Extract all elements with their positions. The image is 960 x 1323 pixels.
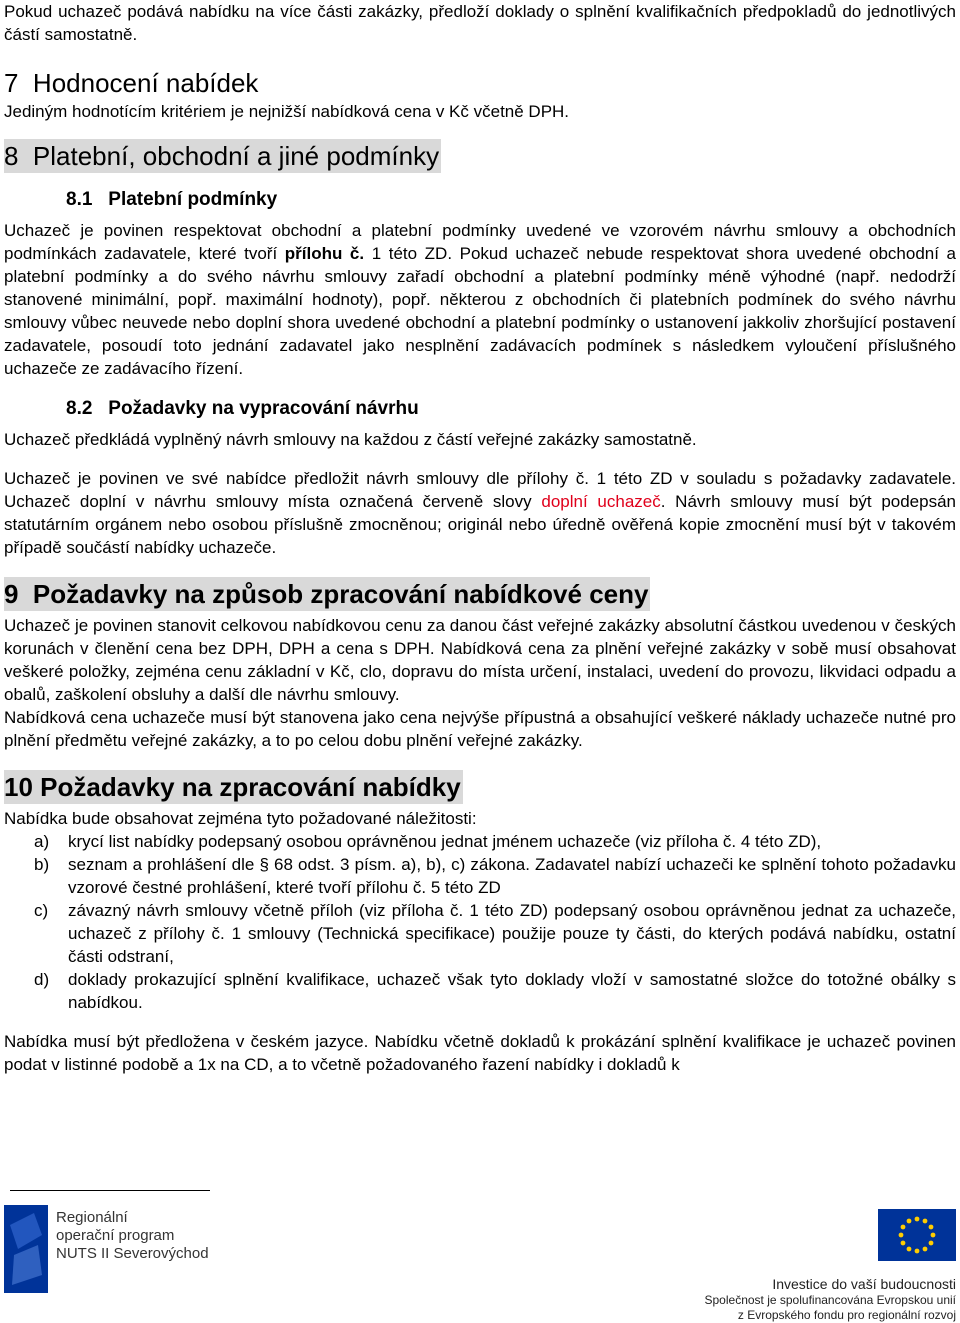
section-7-text: Jediným hodnotícím kritériem je nejnižší nabídková cena v Kč včetně DPH. <box>4 102 570 121</box>
section-8-1-text-b: 1 této ZD. Pokud uchazeč nebude respektovat shora uvedené obchodní a platební podmínky a do svého návrhu smlouvy zařadí obchodní a platební podmínky méně výhodné (např. nedodrží stanovené minimální, popř. maximální hodnoty), popř. některou z obchodních či platebních podmínek do svého návrhu smlouvy vůbec neuvede nebo doplní shora uvedené obchodní a platební podmínky o ustanovení jakkoliv zhoršující postavení zadavatele, posoudí toto jednání zadavatel jako nesplnění zadávacích podmínek s následkem vyloučení příslušného uchazeče ze zadávacího řízení. <box>4 244 956 378</box>
section-7-heading-wrap <box>4 66 956 100</box>
list-item <box>4 830 956 853</box>
section-10-closing: Nabídka musí být předložena v českém jazyce. Nabídku včetně dokladů k prokázání splnění kvalifikace je uchazeč povinen podat v listinné podobě a 1x na CD, a to včetně požadovaného řazení nabídky i dokladů k <box>4 1032 956 1074</box>
section-9-paragraph-1: Uchazeč je povinen stanovit celkovou nabídkovou cenu za danou část veřejné zakázky absolutní částkou uvedenou v českých korunách v členění cena bez DPH, DPH a cena s DPH. Nabídková cena za plnění veřejné zakázky v sobě musí obsahovat veškeré položky, zejména cenu základní v Kč, clo, dopravu do místa určení, instalaci, uvedení do provozu, likvidaci odpadu a obalů, zaškolení obsluhy a další dle návrhu smlouvy. <box>4 616 956 704</box>
rop-logo-text <box>56 1209 209 1263</box>
eu-slogan-line-3: z Evropského fondu pro regionální rozvoj <box>737 1308 956 1322</box>
rop-line-2: operační program <box>56 1227 175 1244</box>
eu-slogan-line-1: Investice do vaší budoucnosti <box>772 1276 956 1292</box>
rop-line-1: Regionální <box>56 1209 128 1226</box>
list-item-mark: d) <box>34 970 50 989</box>
section-8-1-text-a: Uchazeč je povinen respektovat obchodní a platební podmínky uvedené ve vzorovém návrhu smlouvy a obchodních podmínkách zadavatele, které tvoří <box>4 221 956 263</box>
intro-paragraph: Pokud uchazeč podává nabídku na více části zakázky, předloží doklady o splnění kvalifikačních předpokladů do jednotlivých částí samostatně. <box>4 2 956 44</box>
section-8-2-heading <box>66 396 956 422</box>
page-footer <box>0 1205 960 1322</box>
section-9-paragraph-2: Nabídková cena uchazeče musí být stanovena jako cena nejvýše přípustná a obsahující veškeré náklady uchazeče nutné pro plnění předmětu veřejné zakázky, a to po celou dobu plnění veřejné zakázky. <box>4 708 956 750</box>
section-8-2-number: 8.2 <box>66 398 93 419</box>
section-8-2-text-b: . Návrh smlouvy musí být podepsán statutárním orgánem nebo osobou příslušně zmocněnou; originál nebo úředně ověřená kopie zmocnění musí být v takovém případě součástí nabídky uchazeče. <box>4 492 956 557</box>
eu-flag-icon <box>878 1209 956 1261</box>
eu-flag-graphic <box>878 1209 956 1261</box>
section-10-number: 10 <box>4 772 33 802</box>
section-8-2-paragraph-1: Uchazeč předkládá vyplněný návrh smlouvy na každou z částí veřejné zakázky samostatně. <box>4 430 697 449</box>
list-item-mark: b) <box>34 855 50 874</box>
list-item <box>4 853 956 899</box>
section-8-1-text <box>4 219 956 380</box>
section-8-number: 8 <box>4 141 19 171</box>
eu-slogan-line-2: Společnost je spolufinancována Evropskou unií <box>704 1293 956 1307</box>
section-8-2-title: Požadavky na vypracování návrhu <box>108 398 419 419</box>
list-item-text: seznam a prohlášení dle § 68 odst. 3 písm. a), b), c) zákona. Zadavatel nabízí uchazeči ke splnění tohoto požadavku vzorové čestné prohlášení, které tvoří přílohu č. 5 této ZD <box>68 855 956 897</box>
list-item <box>4 968 956 1014</box>
section-10-heading-wrap <box>4 770 956 804</box>
section-8-title: Platební, obchodní a jiné podmínky <box>32 141 440 171</box>
requirements-list <box>4 830 956 1014</box>
document-page <box>4 0 956 1076</box>
rop-line-3: NUTS II Severovýchod <box>56 1245 209 1262</box>
section-8-1-text-bold: přílohu č. <box>284 244 365 263</box>
rop-logo-graphic <box>4 1205 48 1293</box>
section-7-title: Hodnocení nabídek <box>32 68 259 98</box>
rop-logo-icon <box>4 1205 48 1293</box>
section-9-heading-wrap <box>4 577 956 611</box>
list-item-text: krycí list nabídky podepsaný osobou oprávněnou jednat jménem uchazeče (viz příloha č. 4 této ZD), <box>68 832 822 851</box>
list-item-text: závazný návrh smlouvy včetně příloh (viz příloha č. 1 této ZD) podepsaný osobou oprávněnou jednat za uchazeče, uchazeč z přílohy č. 1 smlouvy (Technická specifikace) použije pouze ty části, do kterých podává nabídku, ostatní části odstraní, <box>68 901 956 966</box>
section-7-heading <box>4 66 260 100</box>
list-item-mark: c) <box>34 901 49 920</box>
section-8-2-paragraph-2 <box>4 467 956 559</box>
footnote-divider <box>10 1190 210 1191</box>
section-9-heading <box>4 577 650 611</box>
spacer <box>4 451 956 467</box>
section-8-heading-wrap <box>4 139 956 173</box>
section-8-2-red-text: doplní uchazeč <box>541 492 661 511</box>
list-item-text: doklady prokazující splnění kvalifikace, uchazeč však tyto doklady vloží v samostatné složce do totožné obálky s nabídkou. <box>68 970 956 1012</box>
list-item <box>4 899 956 968</box>
section-8-1-title: Platební podmínky <box>108 189 278 210</box>
section-9-number: 9 <box>4 579 19 609</box>
section-9-title: Požadavky na způsob zpracování nabídkové ceny <box>32 579 649 609</box>
eu-slogan <box>705 1275 957 1323</box>
section-10-title: Požadavky na zpracování nabídky <box>40 772 461 802</box>
section-7-number: 7 <box>4 68 19 98</box>
section-8-heading <box>4 139 441 173</box>
section-10-lead: Nabídka bude obsahovat zejména tyto požadované náležitosti: <box>4 809 477 828</box>
section-8-1-heading <box>66 187 956 213</box>
section-8-1-number: 8.1 <box>66 189 93 210</box>
spacer <box>4 1014 956 1030</box>
list-item-mark: a) <box>34 832 50 851</box>
section-10-heading <box>4 770 463 804</box>
section-8-2-text-a: Uchazeč je povinen ve své nabídce předložit návrh smlouvy dle přílohy č. 1 této ZD v souladu s požadavky zadavatele. Uchazeč doplní v návrhu smlouvy místa označená červeně slovy <box>4 469 956 511</box>
